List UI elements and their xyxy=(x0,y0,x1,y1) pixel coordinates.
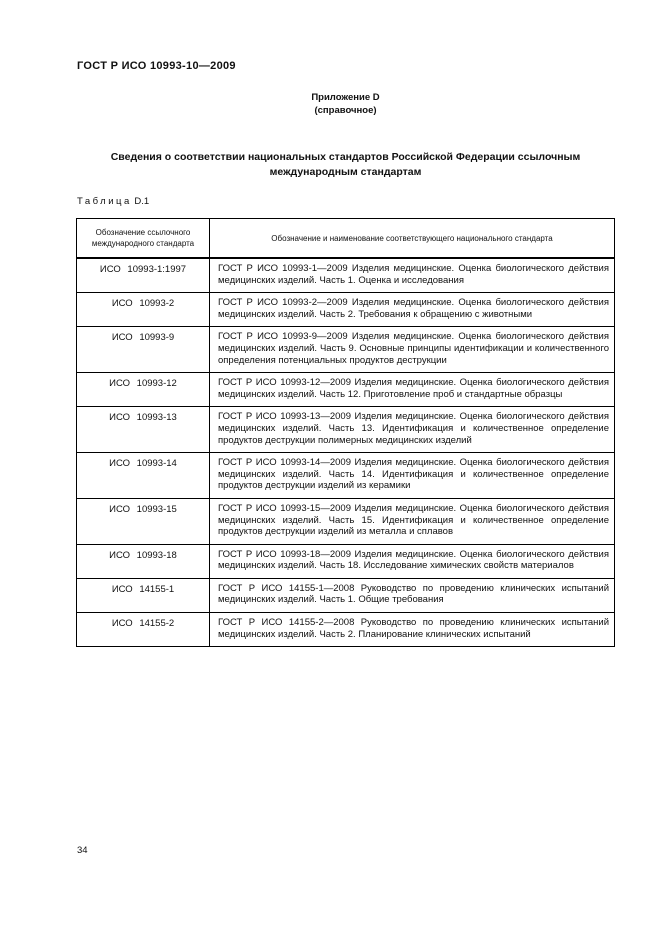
table-row xyxy=(77,544,615,578)
intl-standard-ref: ИСО 14155-1 xyxy=(77,578,210,612)
table-row xyxy=(77,293,615,327)
intl-standard-ref: ИСО 10993-13 xyxy=(77,407,210,453)
table-row xyxy=(77,258,615,293)
page-title: Сведения о соответствии национальных стандартов Российской Федерации ссылочным международным стандартам xyxy=(110,151,581,178)
table-row xyxy=(77,578,615,612)
national-standard-name: ГОСТ Р ИСО 10993-13—2009 Изделия медицинские. Оценка биологического действия медицинских изделий. Часть 13. Идентификация и количественное определение продуктов деструкции полимерных медицинских изделий xyxy=(210,407,615,453)
table-row xyxy=(77,407,615,453)
national-standard-name: ГОСТ Р ИСО 10993-9—2009 Изделия медицинские. Оценка биологического действия медицинских изделий. Часть 9. Основные принципы идентификации и количественного определения потенциальных продуктов деструкции xyxy=(210,327,615,373)
national-standard-name: ГОСТ Р ИСО 14155-2—2008 Руководство по проведению клинических испытаний медицинских изделий. Часть 2. Планирование клинических испытаний xyxy=(210,613,615,647)
intl-standard-ref: ИСО 10993-12 xyxy=(77,373,210,407)
col-header-national-standard: Обозначение и наименование соответствующего национального стандарта xyxy=(210,219,615,259)
intl-standard-ref: ИСО 10993-9 xyxy=(77,327,210,373)
national-standard-name: ГОСТ Р ИСО 10993-14—2009 Изделия медицинские. Оценка биологического действия медицинских изделий. Часть 14. Идентификация и количественное определение продуктов деструкции изделий из керамики xyxy=(210,453,615,499)
intl-standard-ref: ИСО 10993-2 xyxy=(77,293,210,327)
table-row xyxy=(77,373,615,407)
national-standard-name: ГОСТ Р ИСО 10993-15—2009 Изделия медицинские. Оценка биологического действия медицинских изделий. Часть 15. Идентификация и количественное определение продуктов деструкции изделий из металла и сплавов xyxy=(210,498,615,544)
national-standard-name: ГОСТ Р ИСО 10993-1—2009 Изделия медицинские. Оценка биологического действия медицинских изделий. Часть 1. Оценка и исследования xyxy=(210,258,615,293)
intl-standard-ref: ИСО 10993-18 xyxy=(77,544,210,578)
table-label xyxy=(77,196,149,207)
intl-standard-ref: ИСО 10993-1:1997 xyxy=(77,258,210,293)
table-row xyxy=(77,327,615,373)
table-row xyxy=(77,453,615,499)
annex-heading xyxy=(76,91,615,117)
national-standard-name: ГОСТ Р ИСО 10993-18—2009 Изделия медицинские. Оценка биологического действия медицинских изделий. Часть 18. Исследование химических свойств материалов xyxy=(210,544,615,578)
doc-header: ГОСТ Р ИСО 10993-10—2009 xyxy=(77,60,236,72)
table-label-word: Таблица xyxy=(77,196,132,207)
annex-designation: Приложение D xyxy=(311,92,380,103)
table-header-row xyxy=(77,219,615,259)
intl-standard-ref: ИСО 10993-14 xyxy=(77,453,210,499)
intl-standard-ref: ИСО 10993-15 xyxy=(77,498,210,544)
national-standard-name: ГОСТ Р ИСО 14155-1—2008 Руководство по проведению клинических испытаний медицинских изделий. Часть 1. Общие требования xyxy=(210,578,615,612)
col-header-international-standard: Обозначение ссылочного международного стандарта xyxy=(77,219,210,259)
national-standard-name: ГОСТ Р ИСО 10993-2—2009 Изделия медицинские. Оценка биологического действия медицинских изделий. Часть 2. Требования к обращению с животными xyxy=(210,293,615,327)
annex-type: (справочное) xyxy=(314,105,377,116)
table-label-number: D.1 xyxy=(134,196,150,207)
standards-correspondence-table xyxy=(76,218,615,647)
page-number: 34 xyxy=(77,845,88,856)
table-row xyxy=(77,498,615,544)
intl-standard-ref: ИСО 14155-2 xyxy=(77,613,210,647)
national-standard-name: ГОСТ Р ИСО 10993-12—2009 Изделия медицинские. Оценка биологического действия медицинских изделий. Часть 12. Приготовление проб и стандартные образцы xyxy=(210,373,615,407)
table-row xyxy=(77,613,615,647)
